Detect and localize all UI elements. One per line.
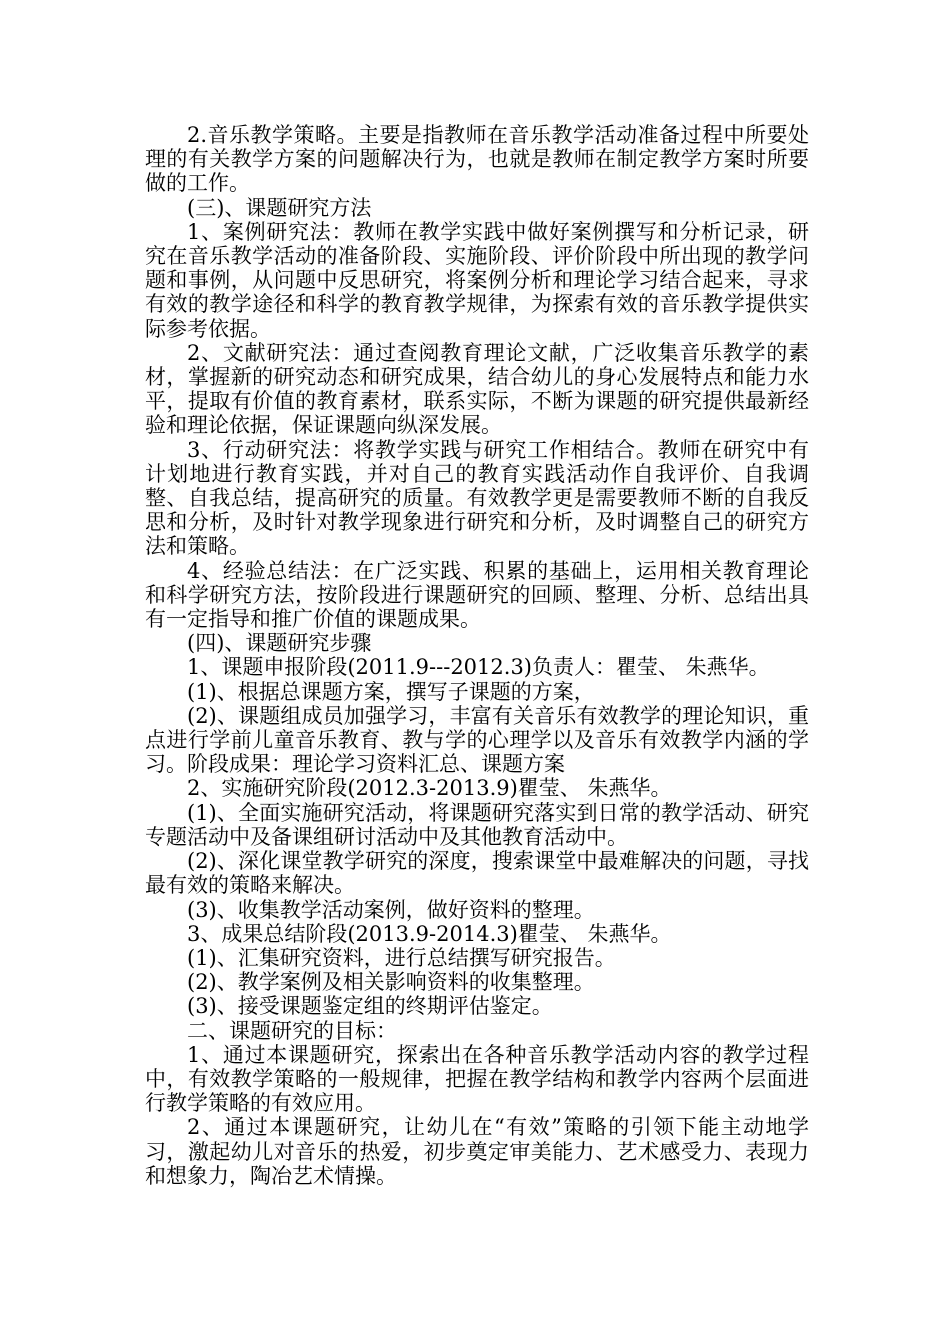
paragraph-stage1-item2: (2)、课题组成员加强学习，丰富有关音乐有效教学的理论知识，重点进行学前儿童音乐教育、教与学的心理学以及音乐有效教学内涵的学习。阶段成果：理论学习资料汇总、课题方案 bbox=[145, 703, 809, 777]
paragraph-music-strategy-definition: 2.音乐教学策略。主要是指教师在音乐教学活动准备过程中所要处理的有关教学方案的问题解决行为，也就是教师在制定教学方案时所要做的工作。 bbox=[145, 123, 809, 196]
paragraph-literature-method: 2、文献研究法：通过查阅教育理论文献，广泛收集音乐教学的素材，掌握新的研究动态和研究成果，结合幼儿的身心发展特点和能力水平，提取有价值的教育素材，联系实际，不断为课题的研究提供最新经验和理论依据，保证课题向纵深发展。 bbox=[145, 340, 809, 438]
paragraph-stage3-item1: (1)、汇集研究资料，进行总结撰写研究报告。 bbox=[187, 945, 616, 970]
paragraph-experience-summary-method: 4、经验总结法：在广泛实践、积累的基础上，运用相关教育理论和科学研究方法，按阶段进行课题研究的回顾、整理、分析、总结出具有一定指导和推广价值的课题成果。 bbox=[145, 558, 809, 632]
paragraph-stage-implementation: 2、实施研究阶段(2012.3-2013.9)瞿莹、 朱燕华。 bbox=[187, 776, 672, 801]
section-heading-research-methods: (三)、课题研究方法 bbox=[187, 195, 372, 220]
paragraph-stage2-item1: (1)、全面实施研究活动，将课题研究落实到日常的教学活动、研究专题活动中及备课组研讨活动中及其他教育活动中。 bbox=[145, 800, 809, 849]
paragraph-goal-1: 1、通过本课题研究，探索出在各种音乐教学活动内容的教学过程中，有效教学策略的一般规律，把握在教学结构和教学内容两个层面进行教学策略的有效应用。 bbox=[145, 1042, 809, 1116]
paragraph-stage-application: 1、课题申报阶段(2011.9---2012.3)负责人：瞿莹、 朱燕华。 bbox=[187, 655, 770, 680]
document-body bbox=[145, 123, 809, 1188]
paragraph-case-study-method: 1、案例研究法：教师在教学实践中做好案例撰写和分析记录，研究在音乐教学活动的准备阶段、实施阶段、评价阶段中所出现的教学问题和事例，从问题中反思研究，将案例分析和理论学习结合起来，寻求有效的教学途径和科学的教育教学规律，为探索有效的音乐教学提供实际参考依据。 bbox=[145, 219, 809, 341]
section-heading-research-goals: 二、课题研究的目标： bbox=[187, 1018, 397, 1043]
paragraph-stage2-item3: (3)、收集教学活动案例，做好资料的整理。 bbox=[187, 897, 595, 922]
paragraph-stage2-item2: (2)、深化课堂教学研究的深度，搜索课堂中最难解决的问题，寻找最有效的策略来解决。 bbox=[145, 849, 809, 898]
paragraph-stage3-item2: (2)、教学案例及相关影响资料的收集整理。 bbox=[187, 970, 595, 995]
paragraph-stage3-item3: (3)、接受课题鉴定组的终期评估鉴定。 bbox=[187, 994, 553, 1019]
paragraph-stage1-item1: (1)、根据总课题方案，撰写子课题的方案， bbox=[187, 679, 595, 704]
paragraph-action-research-method: 3、行动研究法：将教学实践与研究工作相结合。教师在研究中有计划地进行教育实践，并对自己的教育实践活动作自我评价、自我调整、自我总结，提高研究的质量。有效教学更是需要教师不断的自我反思和分析，及时针对教学现象进行研究和分析，及时调整自己的研究方法和策略。 bbox=[145, 437, 809, 559]
section-heading-research-steps: (四)、课题研究步骤 bbox=[187, 631, 372, 656]
paragraph-stage-summary: 3、成果总结阶段(2013.9-2014.3)瞿莹、 朱燕华。 bbox=[187, 921, 672, 946]
paragraph-goal-2: 2、通过本课题研究，让幼儿在“有效”策略的引领下能主动地学习，激起幼儿对音乐的热爱，初步奠定审美能力、艺术感受力、表现力和想象力，陶冶艺术情操。 bbox=[145, 1115, 809, 1188]
